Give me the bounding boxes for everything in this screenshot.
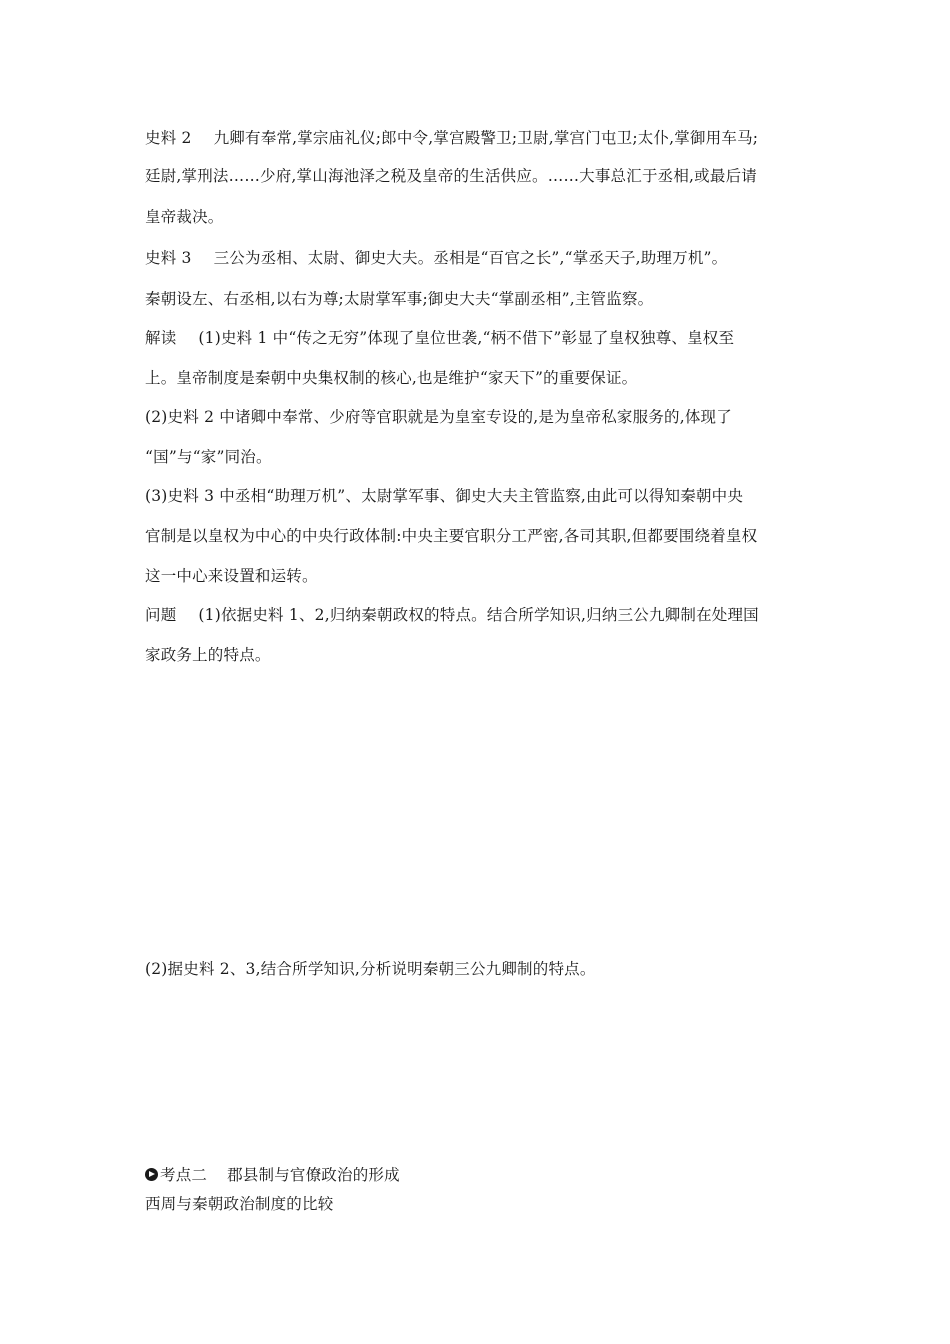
interpretation-p1-line-2: 上。皇帝制度是秦朝中央集权制的核心,也是维护“家天下”的重要保证。 [145,369,638,387]
question-label: 问题 [145,606,177,624]
source-2-line-2: 廷尉,掌刑法……少府,掌山海池泽之税及皇帝的生活供应。……大事总汇于丞相,或最后请 [145,167,757,185]
source-2-label: 史料 2 [145,129,192,147]
question-1-line-2: 家政务上的特点。 [145,646,271,664]
play-circle-icon [145,1168,158,1181]
section-subtitle: 西周与秦朝政治制度的比较 [145,1195,334,1213]
section-kaodian: 考点二 [160,1166,208,1184]
source-3-label: 史料 3 [145,249,192,267]
interpretation-line-1 [145,327,815,349]
source-3-text-1: 三公为丞相、太尉、御史大夫。丞相是“百官之长”,“掌丞天子,助理万机”。 [213,249,728,267]
section-title: 郡县制与官僚政治的形成 [227,1166,400,1184]
question-1-text-1: (1)依据史料 1、2,归纳秦朝政权的特点。结合所学知识,归纳三公九卿制在处理国 [198,606,759,624]
interpretation-p3-line-2: 官制是以皇权为中心的中央行政体制:中央主要官职分工严密,各司其职,但都要围绕着皇权 [145,527,758,545]
source-3-line-2: 秦朝设左、右丞相,以右为尊;太尉掌军事;御史大夫“掌副丞相”,主管监察。 [145,290,654,308]
section-heading [145,1164,815,1186]
source-3-line-1 [145,247,815,269]
interpretation-p2-line-1: (2)史料 2 中诸卿中奉常、少府等官职就是为皇室专设的,是为皇帝私家服务的,体现了 [145,408,732,426]
question-line-1 [145,604,815,626]
interpretation-label: 解读 [145,329,177,347]
question-2: (2)据史料 2、3,结合所学知识,分析说明秦朝三公九卿制的特点。 [145,960,596,978]
source-2-line-3: 皇帝裁决。 [145,208,224,226]
interpretation-p2-line-2: “国”与“家”同治。 [145,448,272,466]
interpretation-p3-line-1: (3)史料 3 中丞相“助理万机”、太尉掌军事、御史大夫主管监察,由此可以得知秦朝中央 [145,487,744,505]
interpretation-p3-line-3: 这一中心来设置和运转。 [145,567,318,585]
interpretation-p1-text-1: (1)史料 1 中“传之无穷”体现了皇位世袭,“柄不借下”彰显了皇权独尊、皇权至 [198,329,735,347]
source-2-line-1 [145,127,815,149]
source-2-text-1: 九卿有奉常,掌宗庙礼仪;郎中令,掌宫殿警卫;卫尉,掌宫门屯卫;太仆,掌御用车马; [213,129,759,147]
